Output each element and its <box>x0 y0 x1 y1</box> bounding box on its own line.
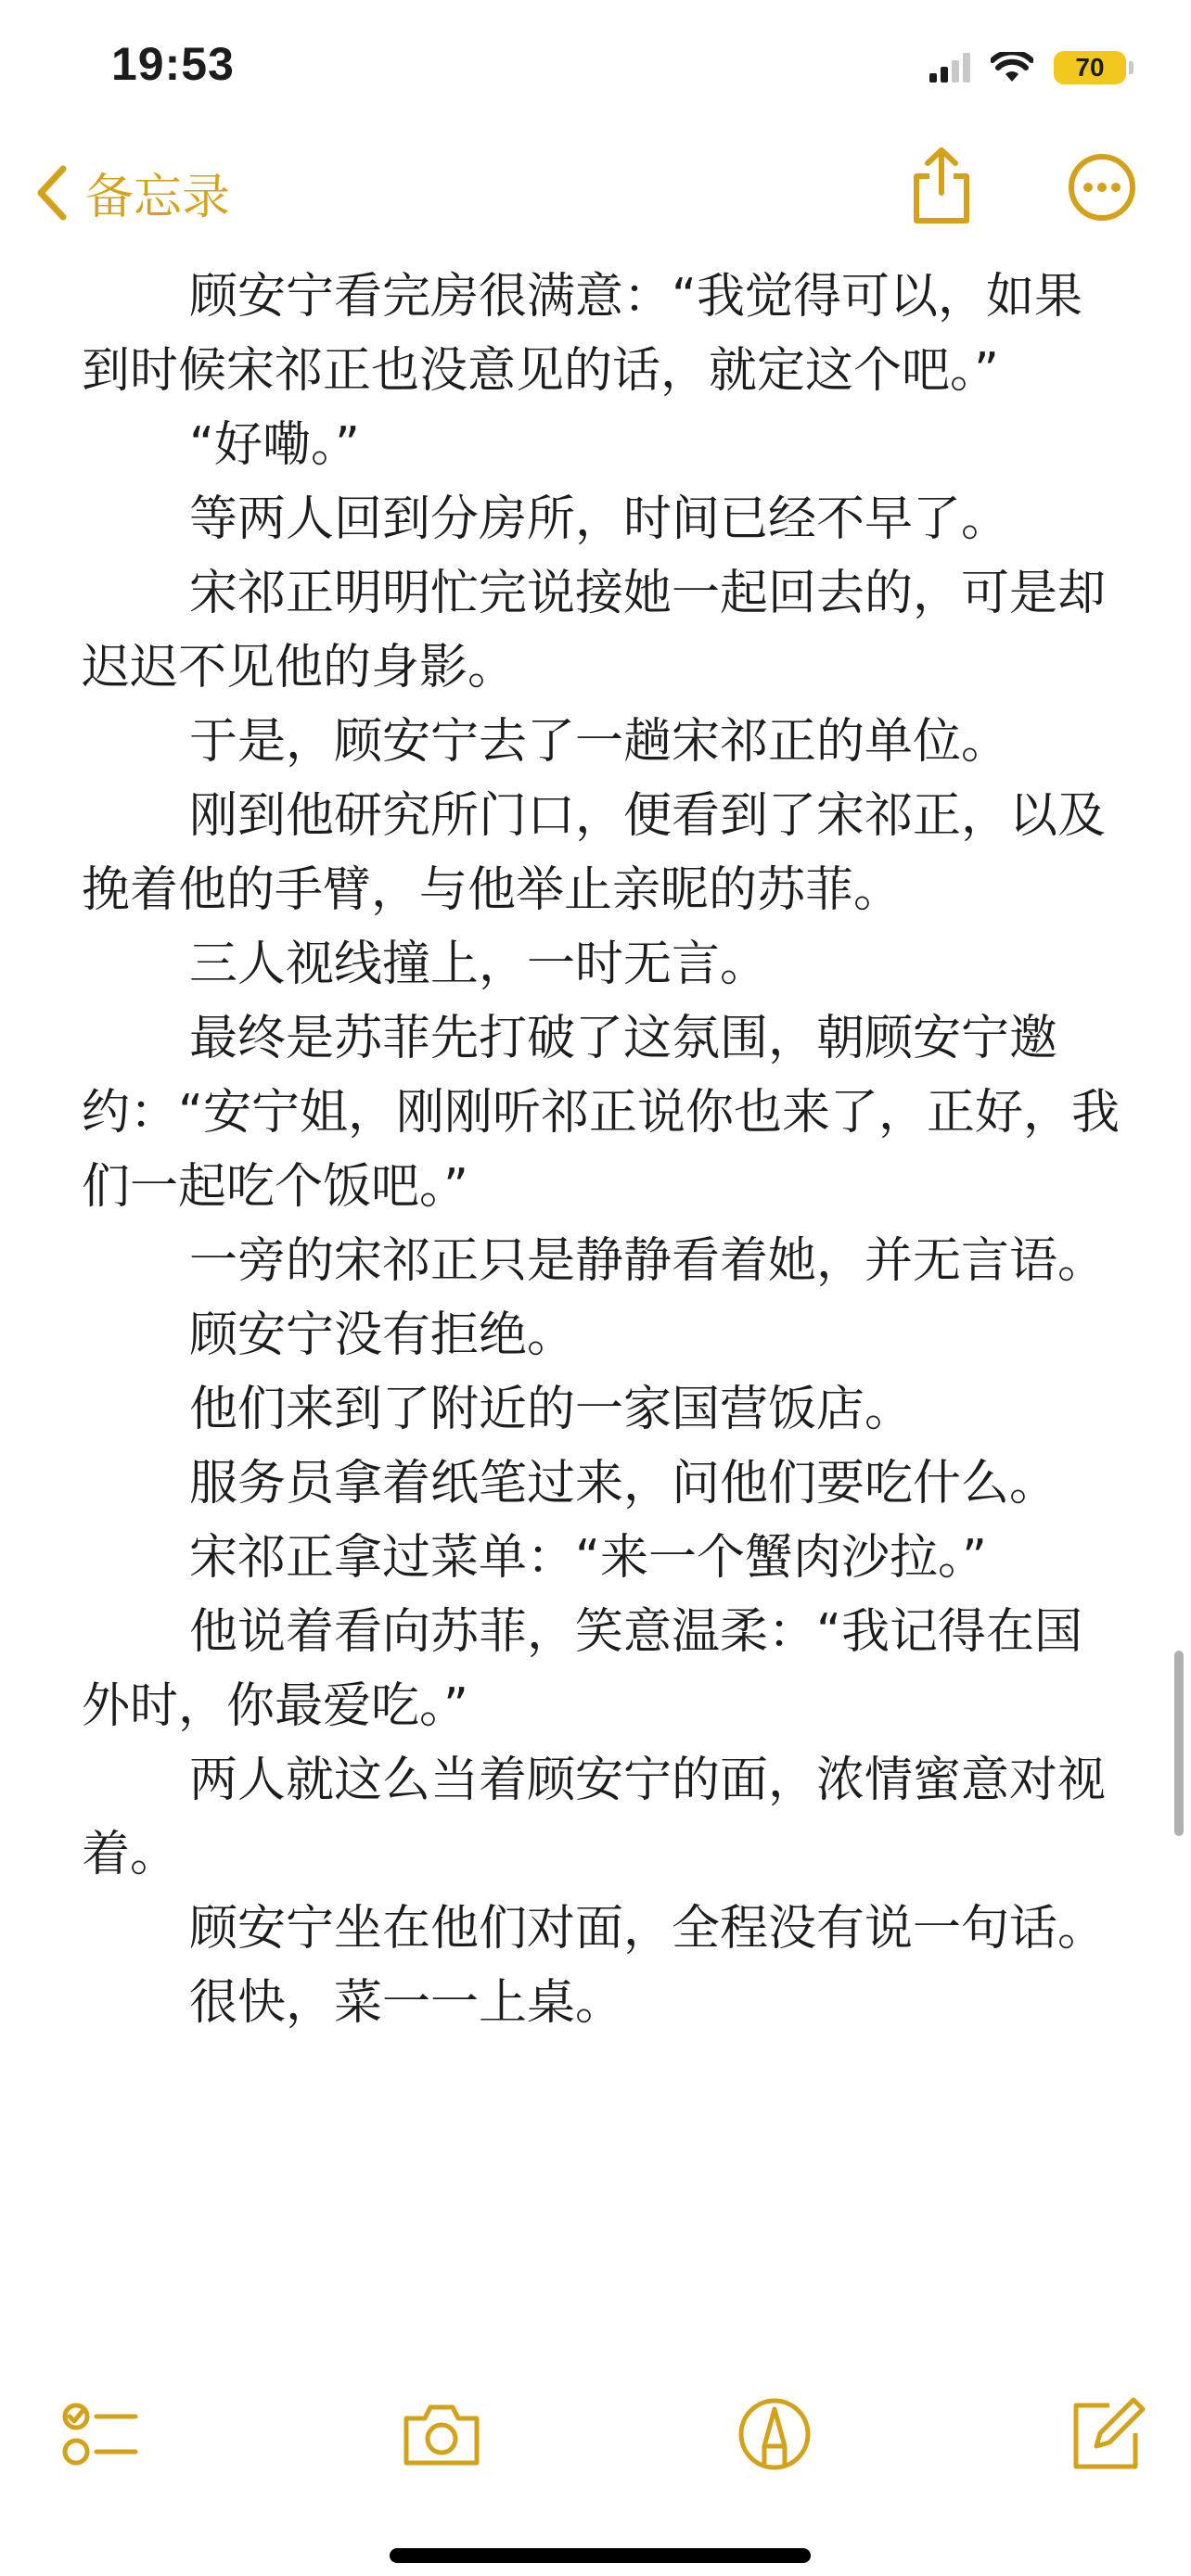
note-paragraph: 很快，菜一一上桌。 <box>189 1975 624 2031</box>
back-label: 备忘录 <box>85 170 231 225</box>
note-paragraph: 他们来到了附近的一家国营饭店。 <box>189 1382 914 1437</box>
more-icon <box>1067 152 1137 223</box>
note-paragraph: “好嘞。” <box>189 417 360 473</box>
home-indicator[interactable] <box>390 2548 811 2563</box>
bottom-toolbar <box>0 2383 1191 2494</box>
note-paragraph: 三人视线撞上，一时无言。 <box>189 937 769 992</box>
markup-button[interactable] <box>733 2392 816 2480</box>
chevron-left-icon <box>35 163 69 223</box>
note-paragraph: 顾安宁没有拒绝。 <box>189 1307 576 1363</box>
note-paragraph: 顾安宁看完房很满意：“我觉得可以，如果到时候宋祁正也没意见的话，就定这个吧。” <box>82 269 1082 399</box>
status-bar <box>0 0 1191 139</box>
wifi-icon <box>991 52 1033 83</box>
note-body[interactable] <box>82 260 1121 2040</box>
back-button[interactable] <box>35 158 230 227</box>
status-time: 19:53 <box>111 38 235 90</box>
signal-icon <box>929 53 970 83</box>
camera-icon <box>399 2392 484 2476</box>
scroll-indicator[interactable] <box>1174 1651 1184 1836</box>
note-paragraph: 刚到他研究所门口，便看到了宋祁正，以及挽着他的手臂，与他举止亲昵的苏菲。 <box>82 788 1107 918</box>
note-paragraph: 宋祁正明明忙完说接她一起回去的，可是却迟迟不见他的身影。 <box>82 566 1107 695</box>
note-paragraph: 两人就这么当着顾安宁的面，浓情蜜意对视着。 <box>82 1753 1107 1882</box>
note-paragraph: 宋祁正拿过菜单：“来一个蟹肉沙拉。” <box>189 1530 987 1586</box>
note-paragraph: 于是，顾安宁去了一趟宋祁正的单位。 <box>189 714 1010 770</box>
status-icons <box>929 45 1126 91</box>
compose-icon <box>1065 2392 1148 2476</box>
share-button[interactable] <box>909 147 974 228</box>
note-paragraph: 服务员拿着纸笔过来，问他们要吃什么。 <box>189 1456 1058 1511</box>
battery-percent: 70 <box>1075 53 1105 82</box>
share-icon <box>909 147 974 224</box>
compose-button[interactable] <box>1065 2392 1148 2480</box>
checklist-button[interactable] <box>58 2392 141 2480</box>
markup-pen-icon <box>733 2392 816 2476</box>
note-paragraph: 最终是苏菲先打破了这氛围，朝顾安宁邀约：“安宁姐，刚刚听祁正说你也来了，正好，我们一起吃个饭吧。” <box>82 1011 1120 1215</box>
checklist-icon <box>58 2392 141 2476</box>
nav-bar <box>0 139 1191 241</box>
more-button[interactable] <box>1067 152 1137 226</box>
note-paragraph: 顾安宁坐在他们对面，全程没有说一句话。 <box>189 1901 1107 1957</box>
note-paragraph: 等两人回到分房所，时间已经不早了。 <box>189 491 1010 547</box>
note-paragraph: 他说着看向苏菲，笑意温柔：“我记得在国外时，你最爱吃。” <box>82 1604 1082 1734</box>
battery-icon <box>1054 51 1126 84</box>
camera-button[interactable] <box>399 2392 484 2480</box>
note-paragraph: 一旁的宋祁正只是静静看着她，并无言语。 <box>189 1233 1107 1289</box>
